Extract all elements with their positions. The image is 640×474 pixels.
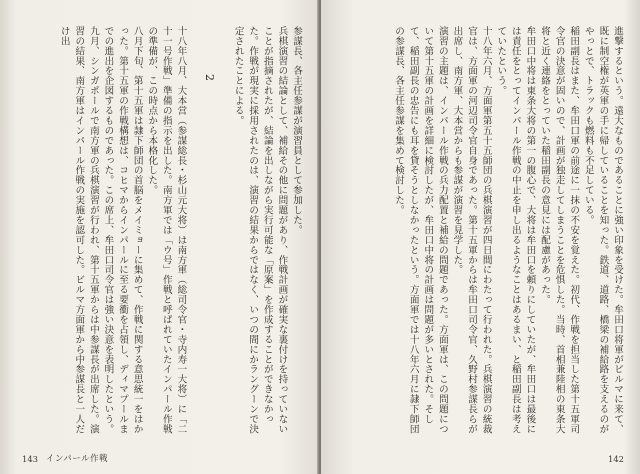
paragraph: 牟田口中将は東条大将の第一の腹心で、大将は牟田口を頼りにしていたが、牟田口は最後には責任をとってインパール作戦の中止を申し出るようなことはあるまい、と稲田副長は考えていたという。: [495, 26, 536, 434]
paragraph: 十八年八月、大本営（参謀総長・杉山元大将）は南方軍（総司令官・寺内寿一大将）に「二十一号作戦」準備の指示を出した。南方軍では「ウ号」作戦と呼ばれていたインパール作戦の準備が、この時点から本格化した。: [146, 26, 187, 434]
paragraph: 稲田副長はまた、牟田口軍の前途に一抹の不安を覚えた。初代、作戦を担当した第十五軍司令官の決意が固いので、計画が独走してしまうことを危惧した。当時、首相兼陸相の東条大将と近く連絡をとっていた稲田副長の意見には配慮があった。: [539, 26, 580, 434]
paragraph: 兵棋演習の結論として、補給その他に問題があり、作戦計画が確実な裏付けを持っていないことが指摘されたが、結論を出しながら実行可能な「原案」を作成することができなかった。作戦が現実に採用されたのは、演習の結果からではなく、いつの間にかラングーンで決定されたことによる。: [232, 26, 288, 434]
right-page: [321, 0, 640, 474]
paragraph: 進撃するという。遠大なものであることに強い印象を受けた。牟田口将軍がビルマに来て、既に制空権が英軍の手に帰していることを知った。鉄道、道路、橋梁の補給路を支えるのがやっとで、トラックも燃料も不足している。: [582, 26, 623, 434]
paragraph: 九月、シンガポールで南方軍の兵棋演習が行われ、第十五軍からは中参謀長が出席した。演習の結果、南方軍はインパール作戦の実施を認可した。ビルマ方面軍から中参謀長と一人だけ出: [58, 26, 99, 434]
left-page-body: [22, 26, 303, 438]
paragraph: 演習の主題は、インパール作戦の兵力配置と補給の問題であった。方面軍は、この問題について第十五軍の計画を詳細に検討したが、牟田口中将の計画は問題が多いとされた。そして、稲田副長の忠告にも耳を貸そうとしなかったという。方面軍では十八年六月に隷下師団の参謀長、各主任参謀を集めて検討した。: [393, 26, 448, 434]
right-page-body: [331, 26, 624, 438]
running-title: インパール作戦: [46, 453, 109, 463]
section-number: 2: [203, 74, 217, 82]
page-number: 143: [22, 454, 38, 464]
paragraph: 参謀長、各主任参謀が演習員として参加した。: [291, 26, 302, 235]
paragraph: 十八年六月、方面軍第五十五師団の兵棋演習が四日間にわたって行われた。兵棋演習の統裁官は、方面軍の河辺司令官自身であった。第十五軍からは牟田口司令官、久野村参謀長らが出席し、南方軍、大本営からも参謀が演習を見学した。: [451, 26, 492, 434]
left-page: [0, 0, 319, 474]
paragraph: 八月下旬、第十五軍は隷下師団の首脳をメイミョーに集めて、作戦に関する意思統一をはかった。第十五軍の作戦構想は、コヒマからインパールに至る要衝を占領し、ディマプールまでの進出を企図するものであった。この席上、牟田口司令官は強い決意を表明したという。: [102, 26, 143, 434]
page-number: 142: [608, 454, 624, 464]
